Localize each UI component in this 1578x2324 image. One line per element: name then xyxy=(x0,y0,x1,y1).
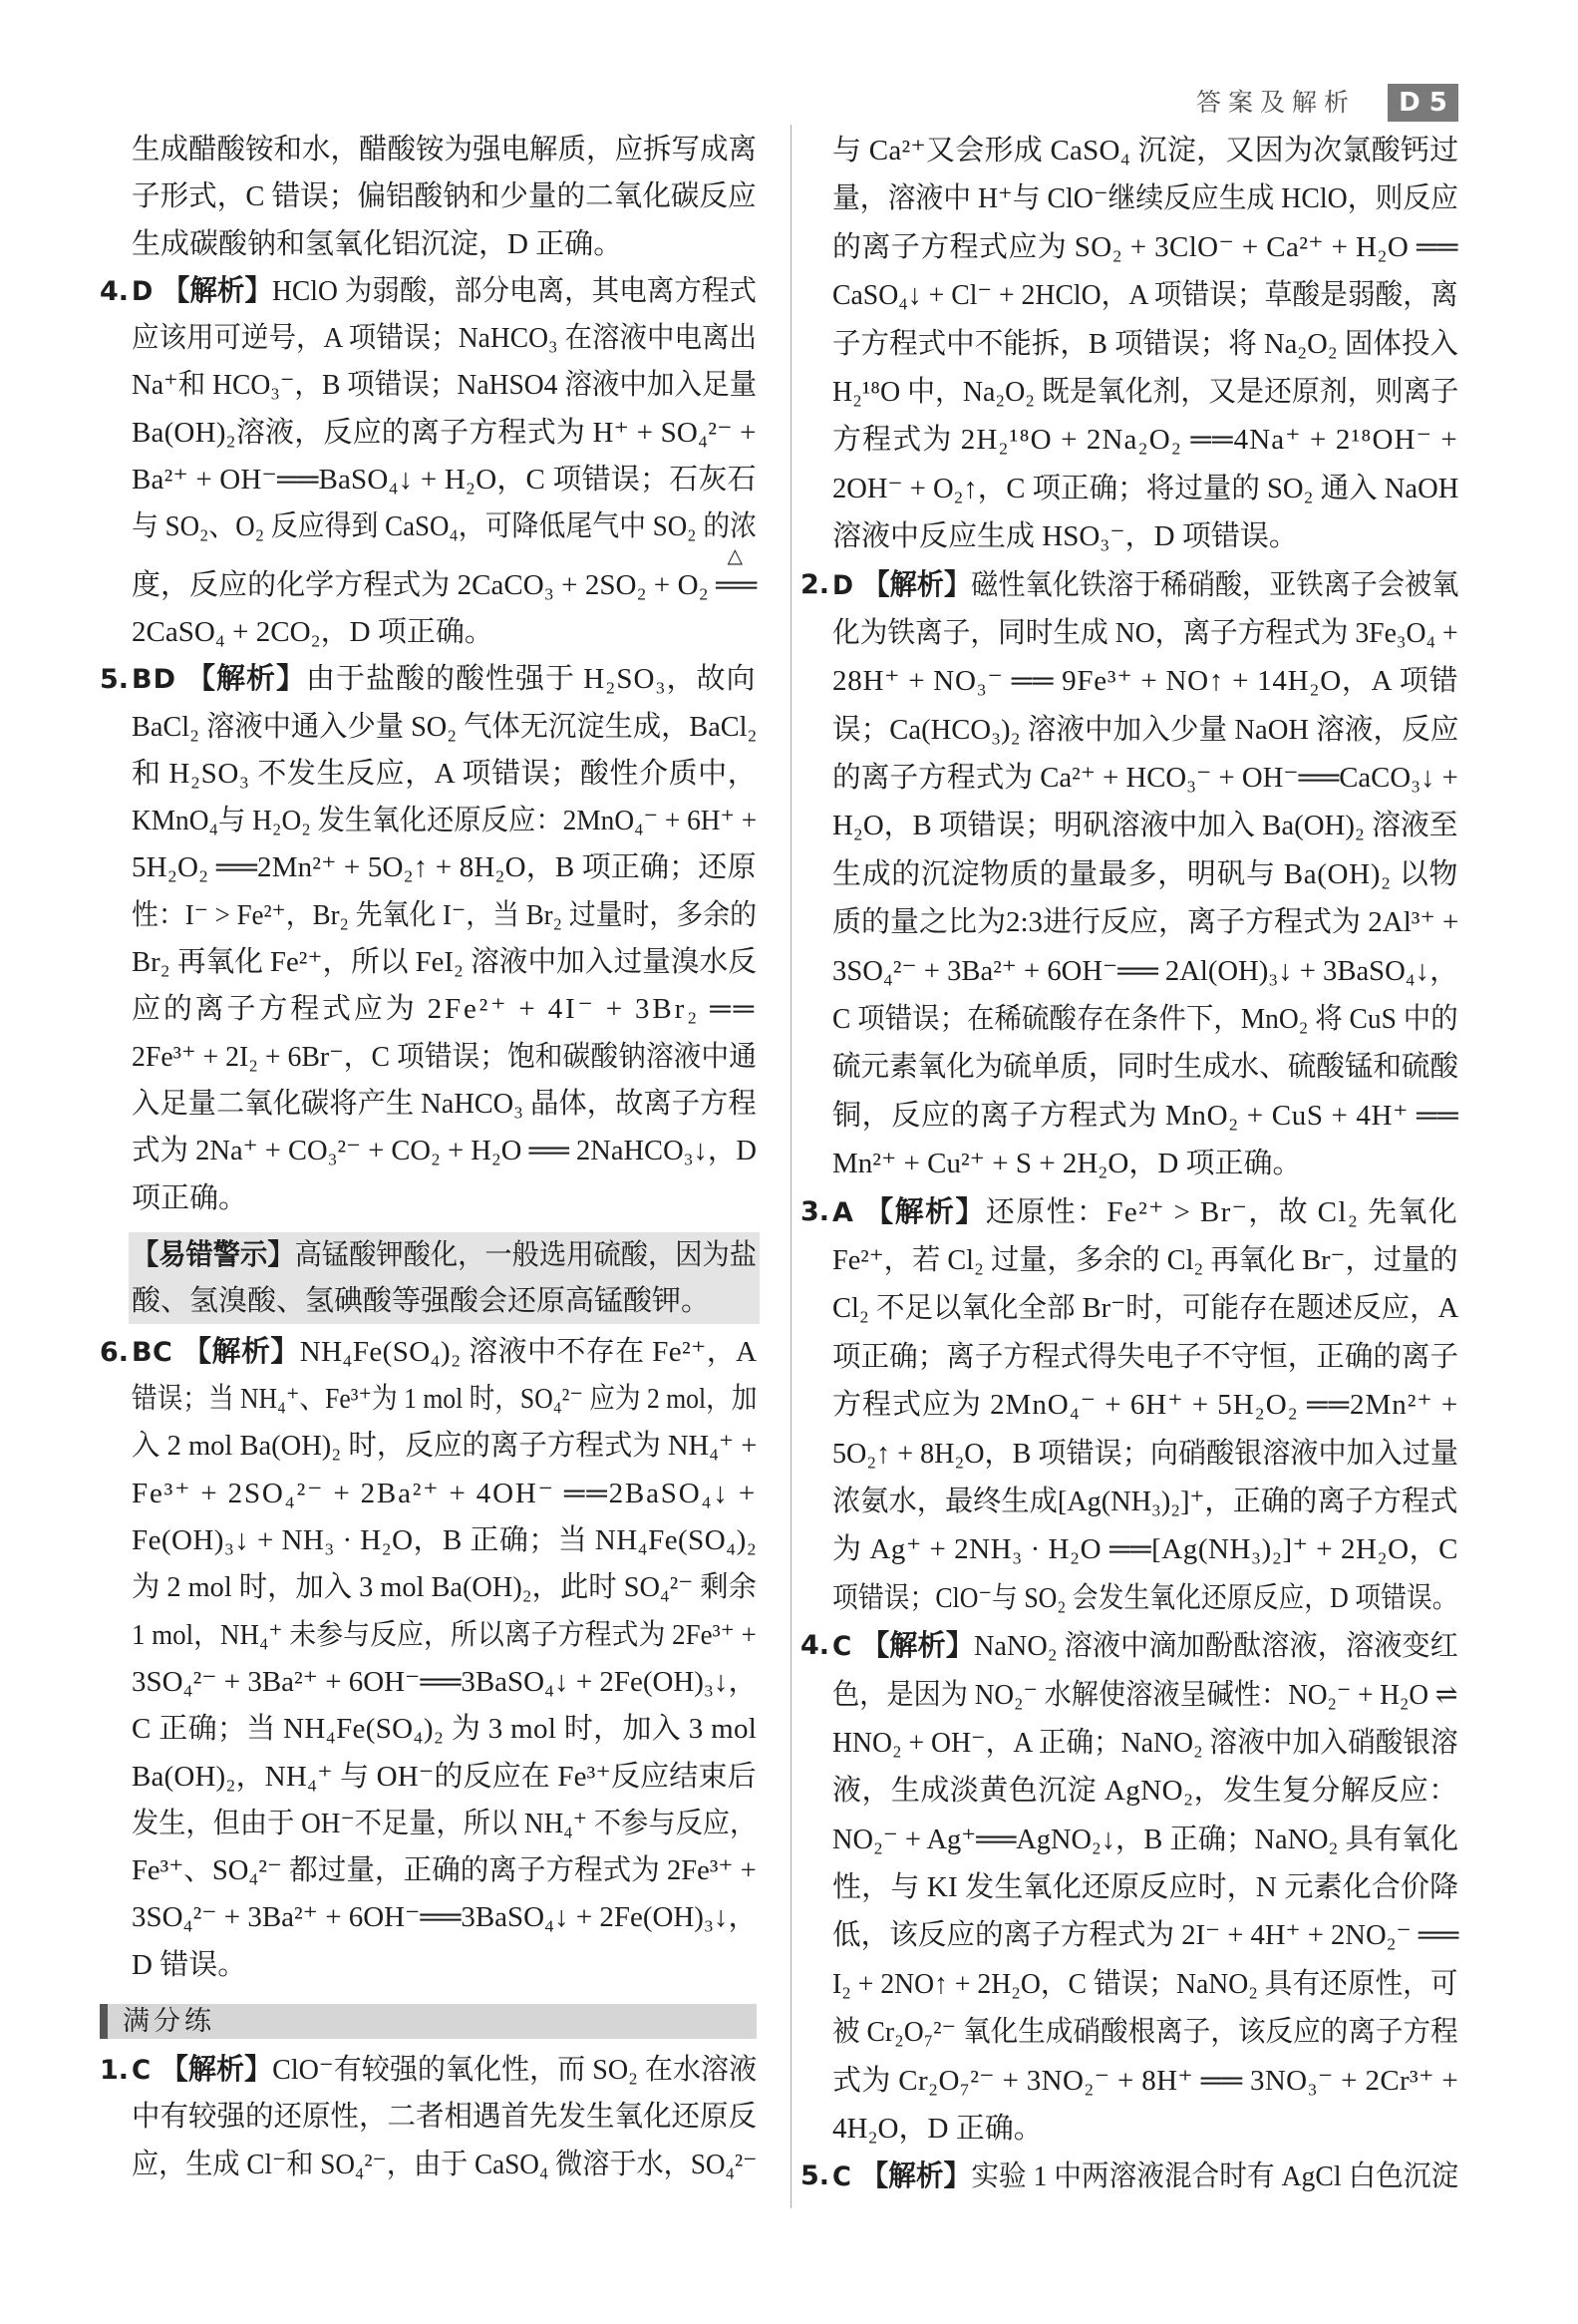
line-content xyxy=(832,995,1458,1043)
line-content xyxy=(832,2008,1458,2056)
line-content xyxy=(832,1043,1458,1091)
line-content xyxy=(832,368,1458,416)
running-header-title: 答案及解析 xyxy=(1196,88,1357,117)
line-text: 的离子方程式应为 SO₂ + 3ClO⁻ + Ca²⁺ + H₂O ══ xyxy=(832,230,1458,263)
line-text: 液，生成淡黄色沉淀 AgNO₂，发生复分解反应： xyxy=(832,1775,1458,1808)
answer-first-line xyxy=(800,561,1459,609)
text-line xyxy=(132,410,757,457)
line-content xyxy=(832,1284,1458,1332)
text-line xyxy=(132,173,757,220)
text-line xyxy=(132,1471,757,1517)
line-content xyxy=(832,174,1458,222)
tip-box xyxy=(129,1232,760,1324)
line-content xyxy=(832,850,1458,898)
line-text: Ba(OH)₂，NH₄⁺ 与 OH⁻的反应在 Fe³⁺反应结束后 xyxy=(132,1760,757,1793)
line-text: 量，溶液中 H⁺与 ClO⁻继续反应生成 HClO，则反应 xyxy=(832,182,1458,215)
text-line xyxy=(132,1706,757,1753)
line-text: Cl₂ 不足以氧化全部 Br⁻时，可能存在题述反应，A xyxy=(832,1292,1459,1325)
text-line xyxy=(832,1574,1458,1622)
item-number: 3. xyxy=(800,1195,830,1227)
line-text: D 错误。 xyxy=(132,1948,247,1981)
line-content xyxy=(132,1801,757,1847)
line-text: 硫元素氧化为硫单质，同时生成水、硫酸锰和硫酸 xyxy=(832,1051,1459,1084)
line-text: BaCl₂ 溶液中通入少量 SO₂ 气体无沉淀生成，BaCl₂ xyxy=(132,710,758,743)
text-line xyxy=(832,174,1458,222)
answer-first-line xyxy=(100,656,757,703)
line-content xyxy=(132,2047,757,2094)
line-content xyxy=(832,1911,1458,1959)
text-line xyxy=(132,1847,757,1894)
text-line xyxy=(832,657,1458,705)
line-text: 高锰酸钾酸化，一般选用硫酸，因为盐 xyxy=(294,1238,758,1271)
line-content xyxy=(132,1894,757,1941)
line-content xyxy=(832,1719,1458,1767)
text-line xyxy=(132,1659,757,1706)
page-number-badge: D 5 xyxy=(1388,84,1458,122)
line-text: 的离子方程式为 Ca²⁺ + HCO₃⁻ + OH⁻══CaCO₃↓ + xyxy=(832,762,1458,795)
answer-item xyxy=(800,561,1459,1188)
text-line xyxy=(132,751,757,798)
line-content xyxy=(132,173,757,220)
text-line xyxy=(832,127,1458,174)
answer-item xyxy=(800,1622,1459,2153)
text-line xyxy=(832,1333,1458,1381)
line-content xyxy=(832,320,1458,368)
text-line xyxy=(132,362,757,409)
line-text: 化为铁离子，同时生成 NO，离子方程式为 3Fe₃O₄ + xyxy=(832,616,1458,649)
line-content xyxy=(132,892,757,939)
item-number: 6. xyxy=(100,1336,130,1368)
line-content xyxy=(132,503,757,550)
text-line xyxy=(832,2008,1458,2056)
line-content xyxy=(832,223,1458,271)
line-text: 项正确。 xyxy=(132,1181,248,1214)
text-line xyxy=(832,609,1458,657)
text-line xyxy=(132,1128,757,1174)
line-content xyxy=(132,562,757,609)
line-content xyxy=(132,844,757,891)
text-line xyxy=(132,2142,757,2188)
answer-letter: D xyxy=(832,569,854,601)
line-content xyxy=(832,1381,1458,1429)
line-content xyxy=(832,465,1458,512)
line-text: 2Fe³⁺ + 2I₂ + 6Br⁻，C 项错误；饱和碳酸钠溶液中通 xyxy=(132,1040,757,1073)
text-line xyxy=(132,986,757,1033)
line-content xyxy=(132,2142,757,2188)
text-line xyxy=(832,754,1458,802)
line-text: 浓氨水，最终生成[Ag(NH₃)₂]⁺，正确的离子方程式 xyxy=(832,1485,1458,1517)
line-text: C 正确；当 NH₄Fe(SO₄)₂ 为 3 mol 时，加入 3 mol xyxy=(132,1713,758,1746)
line-text: 项正确；离子方程式得失电子不守恒，正确的离子 xyxy=(832,1340,1459,1373)
reaction-condition-mark: △ xyxy=(727,544,743,567)
line-content xyxy=(132,1034,757,1081)
line-text: 3SO₄²⁻ + 3Ba²⁺ + 6OH⁻══3BaSO₄↓ + 2Fe(OH)₃↓， xyxy=(132,1665,758,1698)
line-text: 和 H₂SO₃ 不发生反应，A 项错误；酸性介质中， xyxy=(132,757,758,790)
line-content xyxy=(832,1767,1458,1815)
answer-first-line xyxy=(800,2153,1459,2200)
line-text: 低，该反应的离子方程式为 2I⁻ + 4H⁺ + 2NO₂⁻ ══ xyxy=(832,1919,1459,1952)
line-text: 式为 2Na⁺ + CO₃²⁻ + CO₂ + H₂O ══ 2NaHCO₃↓，D xyxy=(132,1135,757,1167)
line-content xyxy=(132,1471,757,1517)
analysis-tag: 【解析】 xyxy=(860,2160,972,2193)
section-header: 满分练 xyxy=(100,2004,757,2039)
text-line xyxy=(832,1381,1458,1429)
line-content xyxy=(832,754,1458,802)
line-content xyxy=(132,1659,757,1706)
answer-letter: C xyxy=(132,2054,152,2086)
answer-letter: C xyxy=(832,1631,852,1663)
text-line xyxy=(832,1430,1458,1478)
text-line xyxy=(832,320,1458,368)
line-content xyxy=(132,798,757,844)
text-line xyxy=(132,1754,757,1801)
line-text: 铜，反应的离子方程式为 MnO₂ + CuS + 4H⁺ ══ xyxy=(832,1099,1459,1132)
line-content xyxy=(132,1376,757,1423)
line-text: 为 Ag⁺ + 2NH₃ · H₂O ══[Ag(NH₃)₂]⁺ + 2H₂O，C xyxy=(832,1533,1459,1566)
text-line xyxy=(832,850,1458,898)
answer-letter: C xyxy=(832,2161,851,2193)
line-content xyxy=(132,1081,757,1128)
text-paragraph xyxy=(132,127,757,268)
line-content xyxy=(832,1140,1302,1187)
line-text: 发生，但由于 OH⁻不足量，所以 NH₄⁺ 不参与反应， xyxy=(132,1807,758,1839)
text-paragraph xyxy=(832,127,1458,561)
text-line xyxy=(132,939,757,986)
line-text: Br₂ 再氧化 Fe²⁺，所以 FeI₂ 溶液中加入过量溴水反 xyxy=(132,946,757,979)
text-line xyxy=(132,1612,757,1659)
text-line xyxy=(832,1525,1458,1573)
text-line xyxy=(132,127,757,173)
line-text: 方程式应为 2MnO₄⁻ + 6H⁺ + 5H₂O₂ ══2Mn²⁺ + xyxy=(832,1389,1459,1422)
line-text: 式为 Cr₂O₇²⁻ + 3NO₂⁻ + 8H⁺ ══ 3NO₃⁻ + 2Cr³⁺ + xyxy=(832,2064,1459,2097)
line-content xyxy=(832,127,1458,174)
line-text: HNO₂ + OH⁻，A 正确；NaNO₂ 溶液中加入硝酸银溶 xyxy=(832,1726,1458,1759)
line-text: Ba²⁺ + OH⁻══BaSO₄↓ + H₂O，C 项错误；石灰石 xyxy=(132,464,757,497)
line-text: H₂O，B 项错误；明矾溶液中加入 Ba(OH)₂ 溶液至 xyxy=(832,810,1458,842)
line-content xyxy=(132,315,757,362)
text-line xyxy=(832,706,1458,754)
text-line xyxy=(132,1801,757,1847)
line-content xyxy=(132,1278,710,1324)
text-line xyxy=(132,1034,757,1081)
line-content xyxy=(832,2153,1458,2201)
line-content xyxy=(132,127,757,173)
line-content xyxy=(832,2057,1458,2105)
line-content xyxy=(832,2105,1043,2153)
line-content xyxy=(132,362,757,409)
line-text: 子方程式中不能拆，B 项错误；将 Na₂O₂ 固体投入 xyxy=(832,327,1459,360)
line-content xyxy=(832,1478,1458,1525)
line-content xyxy=(132,986,757,1033)
text-line xyxy=(832,1140,1458,1187)
line-content xyxy=(832,898,1458,946)
text-line xyxy=(832,416,1458,464)
item-number: 1. xyxy=(100,2054,130,2086)
line-text: CaSO₄↓ + Cl⁻ + 2HClO，A 项错误；草酸是弱酸，离 xyxy=(832,279,1458,312)
analysis-tag: 【解析】 xyxy=(161,274,273,307)
line-text: C 项错误；在稀硫酸存在条件下，MnO₂ 将 CuS 中的 xyxy=(832,1003,1458,1036)
line-text: 生成醋酸铵和水，醋酸铵为强电解质，应拆写成离 xyxy=(132,134,758,166)
answer-first-line xyxy=(800,1622,1458,1670)
analysis-tag: 【解析】 xyxy=(862,568,972,601)
line-text: 还原性：Fe²⁺ > Br⁻，故 Cl₂ 先氧化 xyxy=(985,1195,1459,1228)
line-content xyxy=(132,609,493,656)
line-content xyxy=(832,1092,1458,1140)
line-text: Mn²⁺ + Cu²⁺ + S + 2H₂O，D 项正确。 xyxy=(832,1148,1302,1180)
line-text: 与 SO₂、O₂ 反应得到 CaSO₄，可降低尾气中 SO₂ 的浓 xyxy=(132,510,758,543)
text-line xyxy=(132,503,757,550)
text-line xyxy=(832,995,1458,1043)
line-content xyxy=(132,1612,757,1659)
line-content xyxy=(832,1333,1458,1381)
text-line xyxy=(132,1376,757,1423)
answer-item xyxy=(100,656,758,1222)
line-content xyxy=(832,1816,1458,1863)
line-text: 28H⁺ + NO₃⁻ ══ 9Fe³⁺ + NO↑ + 14H₂O，A 项错 xyxy=(832,665,1459,698)
text-line xyxy=(132,315,757,362)
text-line xyxy=(832,1284,1458,1332)
line-content xyxy=(132,2094,757,2141)
line-content xyxy=(832,271,1458,319)
line-text: 5H₂O₂ ══2Mn²⁺ + 5O₂↑ + 8H₂O，B 项正确；还原 xyxy=(132,851,757,884)
text-line xyxy=(132,457,757,503)
line-text: HClO 为弱酸，部分电离，其电离方程式 xyxy=(272,274,757,307)
line-text: 应的离子方程式应为 2Fe²⁺ + 4I⁻ + 3Br₂ ══ xyxy=(132,993,757,1026)
line-text: 度，反应的化学方程式为 2CaCO₃ + 2SO₂ + O₂ ══ xyxy=(132,568,758,601)
line-text: 磁性氧化铁溶于稀硝酸，亚铁离子会被氧 xyxy=(971,568,1459,601)
text-line xyxy=(832,802,1458,849)
tip-tag: 【易错警示】 xyxy=(132,1238,295,1271)
line-text: 性，与 KI 发生氧化还原反应时，N 元素化合价降 xyxy=(832,1871,1459,1904)
text-line xyxy=(132,609,757,656)
line-text: 实验 1 中两溶液混合时有 AgCl 白色沉淀 xyxy=(971,2160,1459,2193)
text-line xyxy=(832,1911,1458,1959)
line-content xyxy=(832,657,1458,705)
line-content xyxy=(832,561,1458,610)
line-text: 由于盐酸的酸性强于 H₂SO₃，故向 xyxy=(306,663,757,696)
line-content xyxy=(832,1525,1458,1573)
line-content xyxy=(132,221,622,268)
column-divider xyxy=(790,125,791,2208)
line-text: 3SO₄²⁻ + 3Ba²⁺ + 6OH⁻══3BaSO₄↓ + 2Fe(OH)₃↓， xyxy=(132,1901,758,1934)
answer-letter: BC xyxy=(132,1336,173,1368)
item-number: 5. xyxy=(800,2160,830,2192)
line-content xyxy=(132,751,757,798)
analysis-tag: 【解析】 xyxy=(864,1195,986,1228)
line-text: Fe³⁺ + 2SO₄²⁻ + 2Ba²⁺ + 4OH⁻ ══2BaSO₄↓ + xyxy=(132,1477,758,1509)
text-line xyxy=(132,1564,757,1611)
line-text: Fe³⁺、SO₄²⁻ 都过量，正确的离子方程式为 2Fe³⁺ + xyxy=(132,1854,757,1887)
answer-first-line xyxy=(800,1188,1459,1236)
line-text: 中有较强的还原性，二者相遇首先发生氧化还原反 xyxy=(132,2101,758,2134)
item-number: 5. xyxy=(100,664,130,696)
text-line xyxy=(832,1960,1458,2008)
right-column xyxy=(800,127,1459,2201)
text-line xyxy=(832,898,1458,946)
line-content xyxy=(132,1564,757,1611)
answer-first-line xyxy=(100,2047,758,2094)
line-text: 质的量之比为2:3进行反应，离子方程式为 2Al³⁺ + xyxy=(832,906,1459,939)
line-text: 入足量二氧化碳将产生 NaHCO₃ 晶体，故离子方程 xyxy=(132,1087,757,1120)
analysis-tag: 【解析】 xyxy=(861,1630,974,1663)
line-content xyxy=(132,410,757,457)
line-text: NO₂⁻ + Ag⁺══AgNO₂↓，B 正确；NaNO₂ 具有氧化 xyxy=(832,1823,1458,1855)
line-text: 4H₂O，D 正确。 xyxy=(832,2113,1043,2146)
line-content xyxy=(132,939,757,986)
answer-letter: A xyxy=(832,1196,855,1228)
answer-letter: D xyxy=(132,275,154,307)
line-text: 溶液中反应生成 HSO₃⁻，D 项错误。 xyxy=(832,520,1298,553)
line-content xyxy=(832,1430,1458,1478)
line-content xyxy=(832,947,1458,995)
line-content xyxy=(832,1622,1458,1671)
text-line xyxy=(132,1081,757,1128)
text-line xyxy=(132,1423,757,1470)
line-content xyxy=(132,1942,246,1989)
line-content xyxy=(132,1706,757,1753)
answer-item xyxy=(100,1329,758,1989)
text-line xyxy=(832,1092,1458,1140)
line-content xyxy=(132,1232,757,1278)
line-text: Ba(OH)₂溶液，反应的离子方程式为 H⁺ + SO₄²⁻ + xyxy=(132,416,757,449)
text-line xyxy=(132,221,757,268)
text-line xyxy=(832,2105,1458,2153)
line-content xyxy=(132,268,757,315)
text-line xyxy=(132,544,758,609)
text-line xyxy=(132,1232,757,1278)
line-content xyxy=(832,1960,1458,2008)
line-content xyxy=(132,1423,757,1470)
line-text: 应，生成 Cl⁻和 SO₄²⁻，由于 CaSO₄ 微溶于水，SO₄²⁻ xyxy=(132,2148,758,2180)
answer-letter: BD xyxy=(132,664,176,696)
line-text: 酸、氢溴酸、氢碘酸等强酸会还原高锰酸钾。 xyxy=(132,1284,711,1317)
line-text: 方程式为 2H₂¹⁸O + 2Na₂O₂ ══4Na⁺ + 2¹⁸OH⁻ + xyxy=(832,424,1458,457)
line-text: 被 Cr₂O₇²⁻ 氧化生成硝酸根离子，该反应的离子方程 xyxy=(832,2016,1458,2049)
line-text: 项错误；ClO⁻与 SO₂ 会发生氧化还原反应，D 项错误。 xyxy=(832,1581,1458,1614)
analysis-tag: 【解析】 xyxy=(186,663,307,696)
text-line xyxy=(832,223,1458,271)
text-line xyxy=(832,1863,1458,1911)
line-text: KMnO₄与 H₂O₂ 发生氧化还原反应：2MnO₄⁻ + 6H⁺ + xyxy=(132,805,758,837)
item-number: 4. xyxy=(800,1630,830,1662)
text-line xyxy=(132,798,757,844)
line-text: NH₄Fe(SO₄)₂ 溶液中不存在 Fe²⁺，A xyxy=(299,1335,758,1368)
text-line xyxy=(832,465,1458,512)
line-text: ClO⁻有较强的氧化性，而 SO₂ 在水溶液 xyxy=(272,2053,758,2086)
line-content xyxy=(132,1128,757,1174)
line-content xyxy=(132,1847,757,1894)
answer-item xyxy=(100,2047,758,2188)
line-text: 3SO₄²⁻ + 3Ba²⁺ + 6OH⁻══ 2Al(OH)₃↓ + 3BaSO₄↓， xyxy=(832,954,1458,987)
line-content xyxy=(832,1188,1458,1237)
analysis-tag: 【解析】 xyxy=(159,2053,273,2086)
line-content xyxy=(832,802,1458,849)
line-content xyxy=(132,704,757,751)
line-text: NaNO₂ 溶液中滴加酚酞溶液，溶液变红 xyxy=(973,1630,1458,1663)
text-line xyxy=(832,1816,1458,1863)
line-content xyxy=(832,1236,1458,1284)
line-text: Na⁺和 HCO₃⁻，B 项错误；NaHSO4 溶液中加入足量 xyxy=(132,369,758,402)
line-content xyxy=(132,1329,757,1376)
line-content xyxy=(832,609,1458,657)
text-line xyxy=(832,1236,1458,1284)
line-content xyxy=(132,1754,757,1801)
text-line xyxy=(832,512,1458,560)
line-text: 与 Ca²⁺又会形成 CaSO₄ 沉淀，又因为次氯酸钙过 xyxy=(832,135,1459,166)
answer-first-line xyxy=(100,1329,758,1376)
line-text: 2CaSO₄ + 2CO₂，D 项正确。 xyxy=(132,615,493,648)
text-line xyxy=(832,1767,1458,1815)
text-line xyxy=(132,1175,757,1222)
line-content xyxy=(132,1517,757,1564)
line-content xyxy=(832,416,1458,464)
line-content xyxy=(832,706,1458,754)
text-line xyxy=(132,704,757,751)
text-line xyxy=(832,1043,1458,1091)
line-text: 入 2 mol Ba(OH)₂ 时，反应的离子方程式为 NH₄⁺ + xyxy=(132,1430,758,1463)
answer-item xyxy=(800,2153,1459,2200)
line-content xyxy=(132,656,757,703)
line-text: 色，是因为 NO₂⁻ 水解使溶液呈碱性：NO₂⁻ + H₂O ⇌ xyxy=(832,1678,1458,1711)
text-line xyxy=(132,1894,757,1941)
left-column xyxy=(100,127,758,2188)
line-text: 5O₂↑ + 8H₂O，B 项错误；向硝酸银溶液中加入过量 xyxy=(832,1437,1458,1470)
line-content xyxy=(132,457,757,503)
line-text: 1 mol，NH₄⁺ 未参与反应，所以离子方程式为 2Fe³⁺ + xyxy=(132,1618,757,1651)
text-line xyxy=(132,1517,757,1564)
line-content xyxy=(832,1863,1458,1911)
line-text: Fe(OH)₃↓ + NH₃ · H₂O，B 正确；当 NH₄Fe(SO₄)₂ xyxy=(132,1524,758,1557)
answer-first-line xyxy=(100,268,757,315)
text-line xyxy=(832,1671,1458,1719)
text-line xyxy=(132,2094,757,2141)
analysis-tag: 【解析】 xyxy=(182,1335,300,1368)
text-line xyxy=(832,947,1458,995)
line-content xyxy=(832,1574,1458,1622)
text-line xyxy=(132,892,757,939)
line-content xyxy=(132,1175,247,1222)
text-line xyxy=(832,1719,1458,1767)
line-text: I₂ + 2NO↑ + 2H₂O，C 错误；NaNO₂ 具有还原性，可 xyxy=(832,1967,1458,2000)
item-number: 2. xyxy=(800,568,830,600)
text-line xyxy=(832,2057,1458,2105)
line-text: 误；Ca(HCO₃)₂ 溶液中加入少量 NaOH 溶液，反应 xyxy=(832,713,1459,746)
line-text: 性：I⁻ > Fe²⁺，Br₂ 先氧化 I⁻，当 Br₂ 过量时，多余的 xyxy=(132,898,758,931)
line-text: 2OH⁻ + O₂↑，C 项正确；将过量的 SO₂ 通入 NaOH xyxy=(832,472,1459,504)
line-text: 生成的沉淀物质的量最多，明矾与 Ba(OH)₂ 以物 xyxy=(832,857,1459,890)
line-text: H₂¹⁸O 中，Na₂O₂ 既是氧化剂，又是还原剂，则离子 xyxy=(832,375,1459,408)
answer-item xyxy=(800,1188,1459,1623)
item-number: 4. xyxy=(100,275,130,307)
line-content xyxy=(832,1671,1458,1719)
line-text: 错误；当 NH₄⁺、Fe³⁺为 1 mol 时，SO₄²⁻ 应为 2 mol，加 xyxy=(132,1383,758,1416)
text-line xyxy=(132,1942,757,1989)
text-line xyxy=(132,1278,757,1324)
text-line xyxy=(832,368,1458,416)
line-text: 子形式，C 错误；偏铝酸钠和少量的二氧化碳反应 xyxy=(132,180,757,213)
text-line xyxy=(132,844,757,891)
line-content xyxy=(832,512,1298,560)
line-text: 为 2 mol 时，加入 3 mol Ba(OH)₂，此时 SO₄²⁻ 剩余 xyxy=(132,1571,757,1604)
text-line xyxy=(832,271,1458,319)
line-text: 应该用可逆号，A 项错误；NaHCO₃ 在溶液中电离出 xyxy=(132,322,757,355)
line-text: 生成碳酸钠和氢氧化铝沉淀，D 正确。 xyxy=(132,227,623,260)
text-line xyxy=(832,1478,1458,1525)
line-text: Fe²⁺，若 Cl₂ 过量，多余的 Cl₂ 再氧化 Br⁻，过量的 xyxy=(832,1243,1458,1276)
answer-item xyxy=(100,268,758,656)
